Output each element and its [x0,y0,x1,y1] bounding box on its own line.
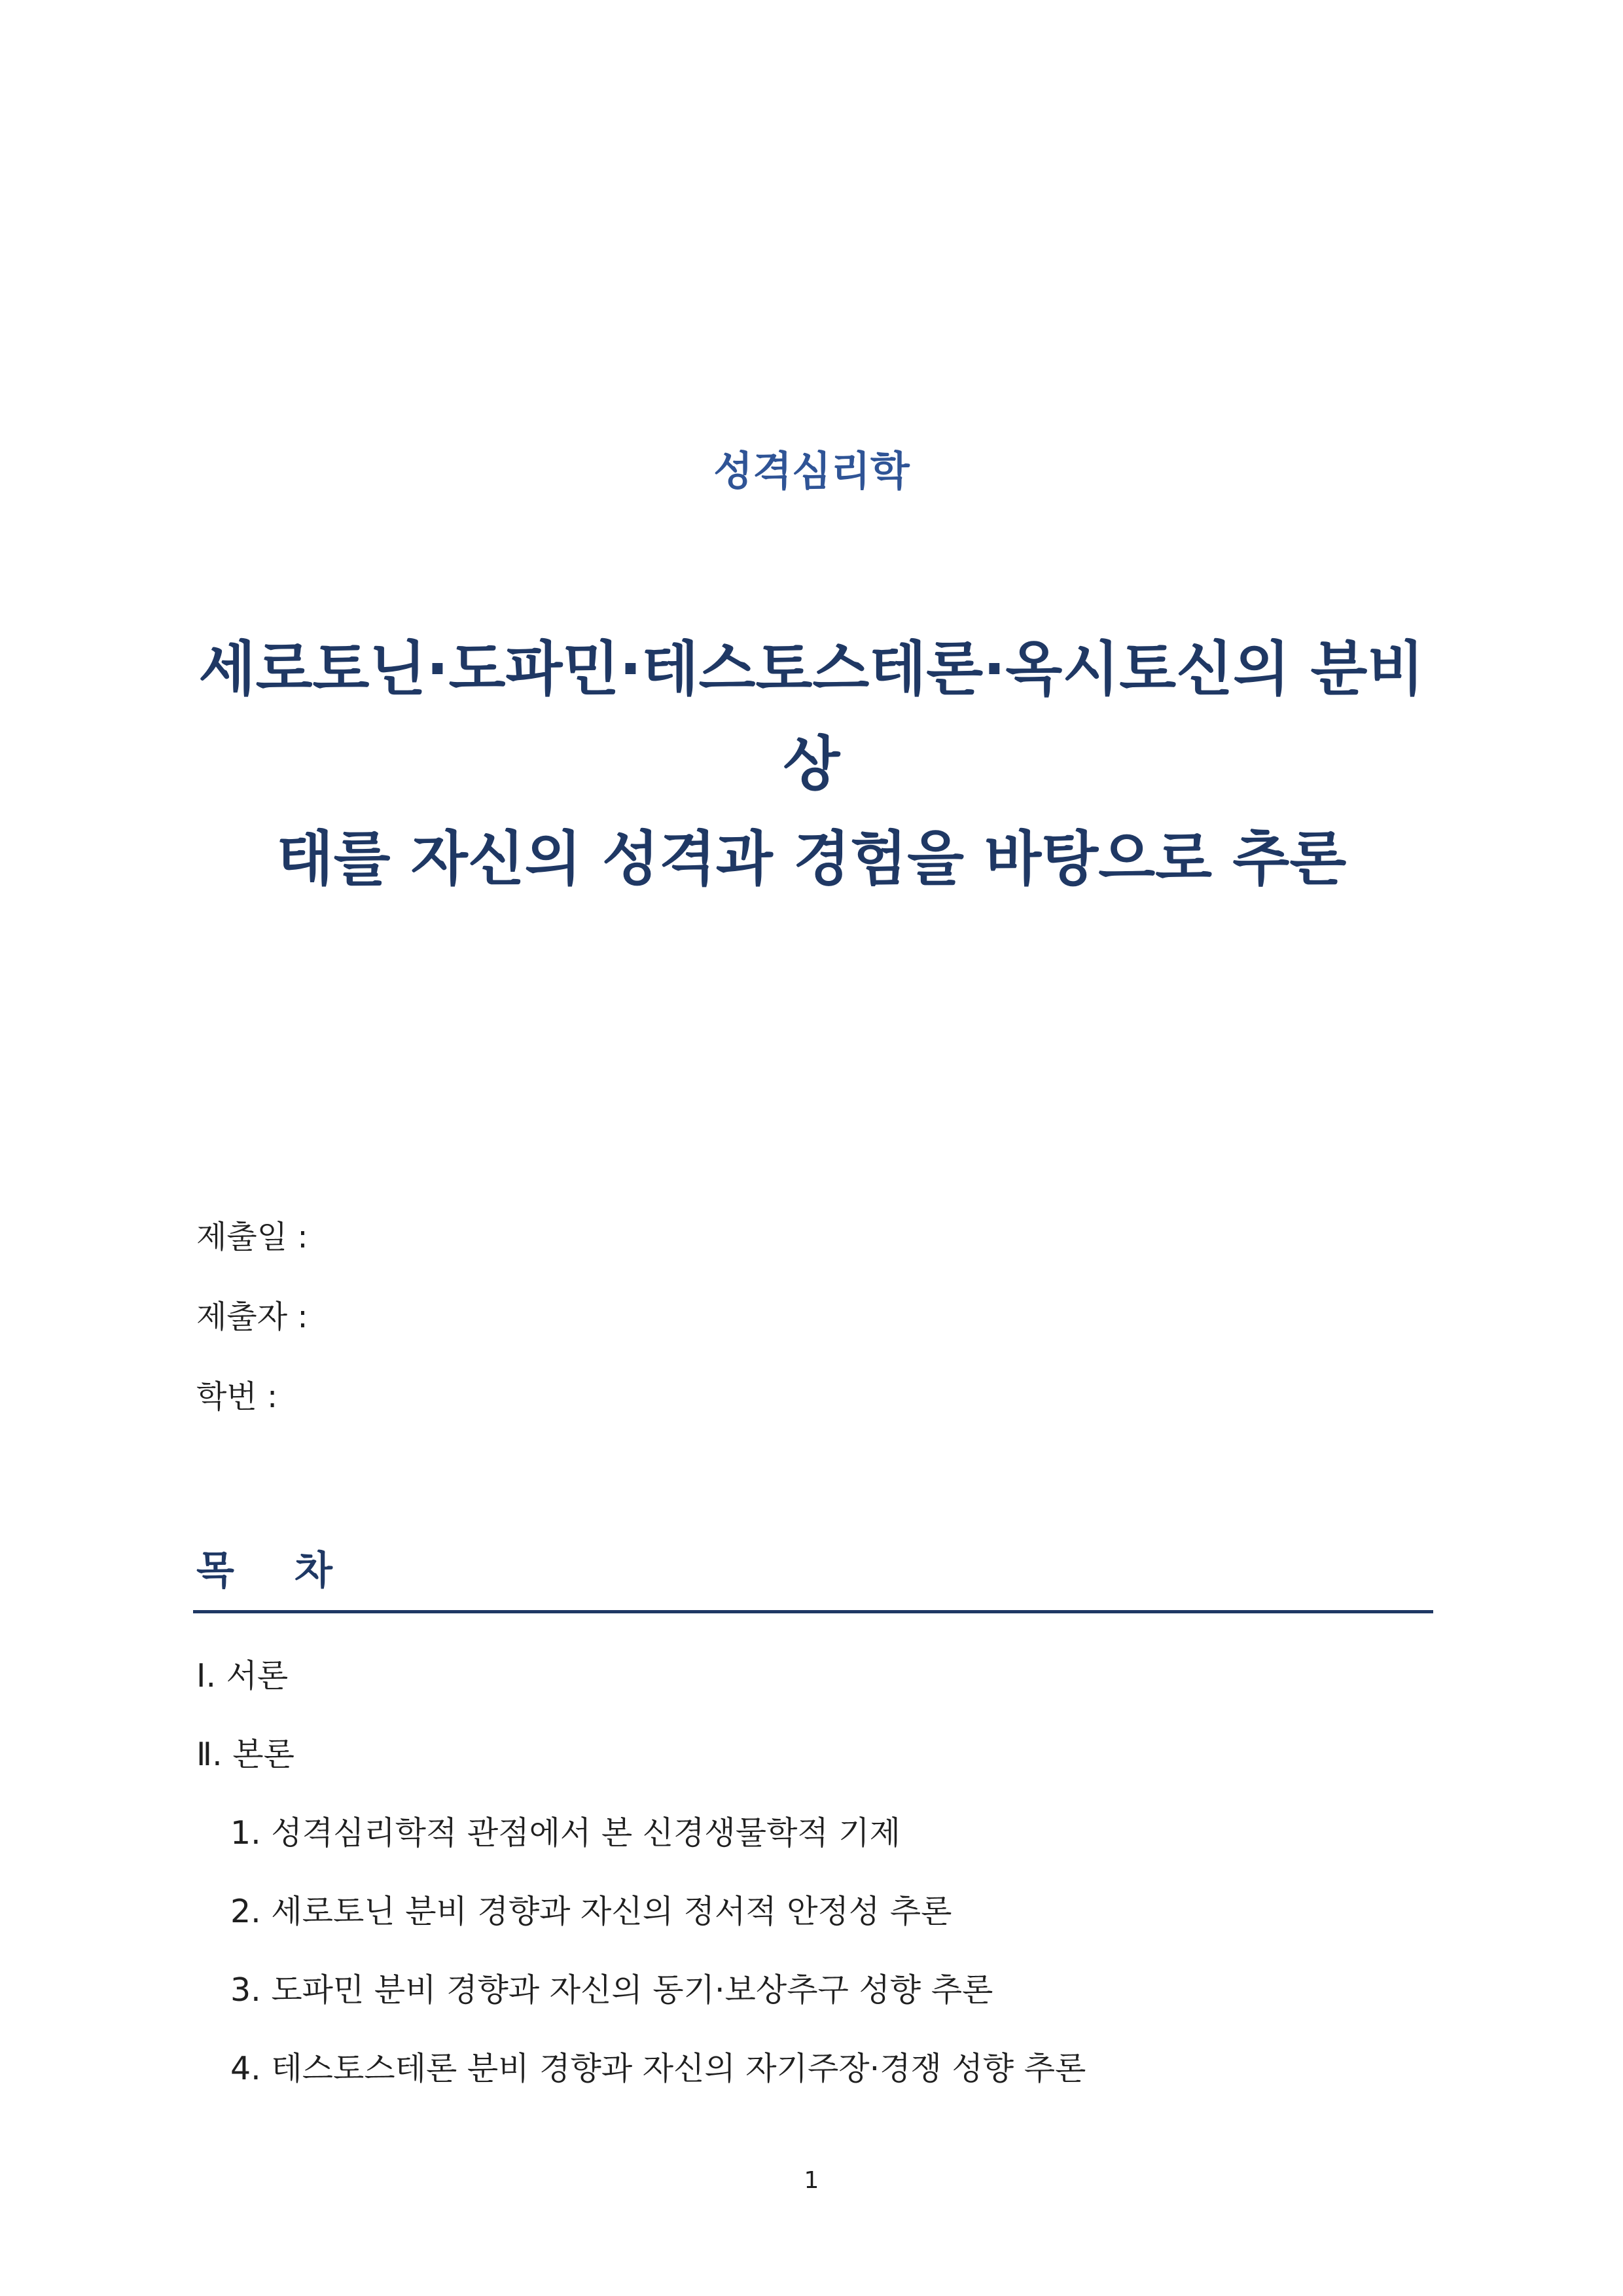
toc-heading [196,1545,1440,1597]
submission-date-label: 제출일 : [196,1219,308,1255]
toc-item-testosterone: 4. 테스토스테론 분비 경향과 자신의 자기주장·경쟁 성향 추론 [230,2050,1086,2087]
course-subject: 성격심리학 [713,447,910,495]
student-id-label: 학번 : [196,1378,278,1415]
toc-item-dopamine: 3. 도파민 분비 경향과 자신의 동기·보상추구 성향 추론 [230,1971,993,2009]
toc-item-body: Ⅱ. 본론 [196,1736,294,1773]
toc-item-neurobiology: 1. 성격심리학적 관점에서 본 신경생물학적 기제 [230,1814,901,1852]
submitter-label: 제출자 : [196,1299,308,1335]
submission-info [196,1217,1243,1457]
toc-item-introduction: Ⅰ. 서론 [196,1657,289,1695]
toc-item-serotonin: 2. 세로토닌 분비 경향과 자신의 정서적 안정성 추론 [230,1893,952,1930]
toc-list [196,1656,1440,2127]
page-number: 1 [804,2167,819,2194]
report-title-line-1: 세로토닌·도파민·테스토스테론·옥시토신의 분비 상 [198,635,1425,798]
toc-heading-char-1: 목 [196,1548,234,1594]
report-title [196,622,1427,906]
report-title-line-2: 태를 자신의 성격과 경험을 바탕으로 추론 [276,825,1347,893]
toc-divider [193,1610,1433,1613]
toc-heading-char-2: 차 [294,1548,332,1594]
